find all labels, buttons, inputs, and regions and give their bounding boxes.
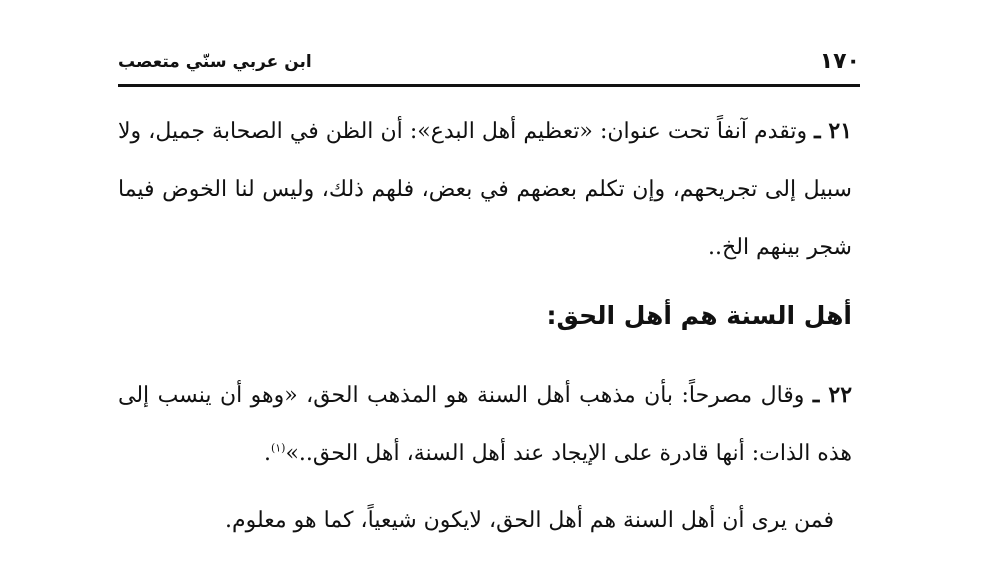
paragraph-number: ٢١ ـ xyxy=(814,118,853,144)
footnote-marker[interactable]: (١) xyxy=(270,441,286,455)
paragraph-22 xyxy=(118,366,852,483)
paragraph-end: . xyxy=(263,441,271,466)
paragraph-number: ٢٢ ـ xyxy=(812,382,853,408)
paragraph-21 xyxy=(118,102,852,277)
running-title: ابن عربي سنّي متعصب xyxy=(118,52,312,72)
paragraph-text: وتقدم آنفاً تحت عنوان: «تعظيم أهل البدع»: أن الظن في الصحابة جميل، ولا سبيل إلى تجريحهم، وإن تكلم بعضهم في بعض، فلهم ذلك، وليس لنا الخوض فيما شجر بينهم الخ.. xyxy=(118,119,852,260)
paragraph-text: وقال مصرحاً: بأن مذهب أهل السنة هو المذهب الحق، «وهو أن ينسب إلى هذه الذات: أنها قادرة على الإيجاد عند أهل السنة، أهل الحق..» xyxy=(118,383,852,466)
paragraph-text: فمن يرى أن أهل السنة هم أهل الحق، لايكون شيعياً، كما هو معلوم. xyxy=(225,508,834,533)
header-rule xyxy=(118,84,860,87)
section-heading: أهل السنة هم أهل الحق: xyxy=(546,301,852,330)
paragraph-conclusion xyxy=(225,492,834,550)
page-number: ١٧٠ xyxy=(819,49,860,74)
page-header xyxy=(118,48,860,82)
